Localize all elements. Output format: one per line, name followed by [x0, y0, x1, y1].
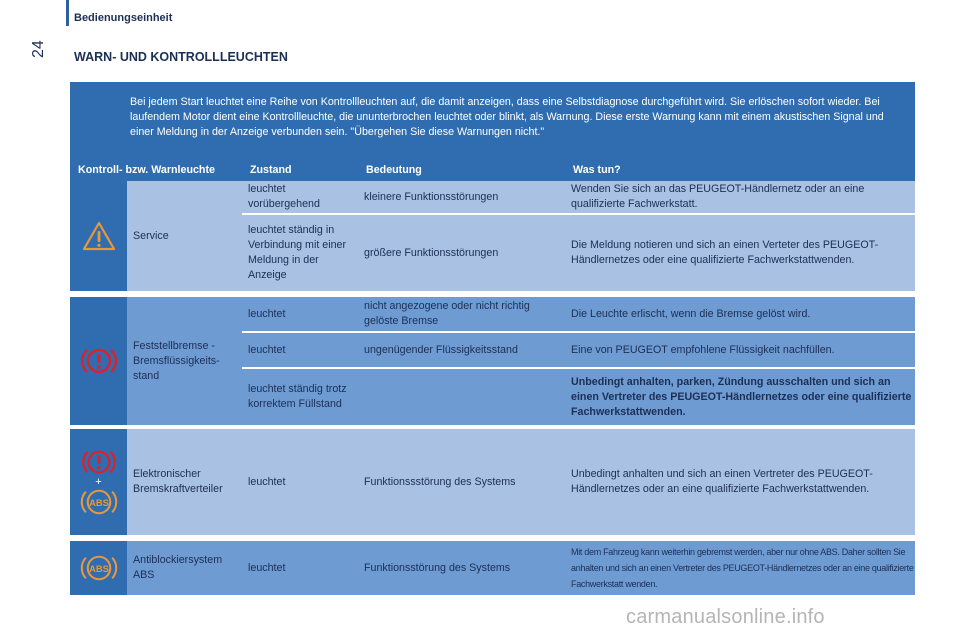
- light-name: Feststellbremse - Bremsflüssigkeits-stand: [127, 297, 242, 425]
- action-cell: Unbedingt anhalten, parken, Zündung ausschalten und sich an einen Vertreter des PEUGEOT-Händlernetzes oder eine qualifizierte Fachwerkstattwenden.: [565, 369, 915, 425]
- state-cell: leuchtet ständig trotz korrektem Füllstand: [242, 369, 358, 425]
- state-cell: leuchtet vorübergehend: [242, 181, 358, 213]
- light-name: Elektronischer Bremskraftverteiler: [127, 429, 242, 535]
- icon-cell: [70, 181, 127, 291]
- action-cell: Wenden Sie sich an das PEUGEOT-Händlernetz oder an eine qualifizierte Fachwerkstatt.: [565, 181, 915, 213]
- section-title: Bedienungseinheit: [74, 12, 173, 24]
- meaning-cell: [358, 369, 565, 425]
- warning-triangle-icon: [82, 221, 116, 251]
- icon-cell: [70, 429, 127, 535]
- state-cell: leuchtet: [242, 333, 358, 367]
- table-row: [242, 181, 915, 213]
- table-group-brake: [70, 297, 915, 425]
- table-row: [242, 369, 915, 425]
- table-row: [242, 297, 915, 331]
- watermark-text: carmanualsonline.info: [626, 606, 825, 628]
- icon-cell: [70, 541, 127, 595]
- meaning-cell: kleinere Funktionsstörungen: [358, 181, 565, 213]
- action-cell: Unbedingt anhalten und sich an einen Vertreter des PEUGEOT-Händlernetzes oder an eine qualifizierte Fachwerkstattwenden.: [565, 429, 915, 535]
- action-cell: Eine von PEUGEOT empfohlene Flüssigkeit nachfüllen.: [565, 333, 915, 367]
- light-name: Antiblockiersystem ABS: [127, 541, 242, 595]
- table-group-abs: [70, 541, 915, 595]
- table-row: [242, 429, 915, 535]
- abs-icon: [79, 553, 119, 583]
- light-name: Service: [127, 181, 242, 291]
- icon-cell: [70, 297, 127, 425]
- svg-text:ABS: ABS: [88, 563, 109, 574]
- warning-lights-table: [70, 159, 915, 595]
- header-action: Was tun?: [573, 164, 621, 176]
- meaning-cell: Funktionsstörung des Systems: [358, 541, 565, 595]
- meaning-cell: nicht angezogene oder nicht richtig gelöste Bremse: [358, 297, 565, 331]
- page-number: 24: [30, 40, 47, 58]
- header-meaning: Bedeutung: [366, 164, 422, 176]
- table-group-service: [70, 181, 915, 291]
- intro-box: Bei jedem Start leuchtet eine Reihe von Kontrollleuchten auf, die damit anzeigen, dass eine Selbstdiagnose durchgeführt wird. Sie erlöschen sofort wieder. Bei laufendem Motor dient eine Kontrollleuchte, die ununterbrochen leuchtet oder blinkt, als Warnung. Diese erste Warnung kann mit einem akustischen Signal und einer Meldung in der Anzeige verbunden sein. "Übergehen Sie diese Warnungen nicht.": [70, 82, 915, 159]
- meaning-cell: Funktionssstörung des Systems: [358, 429, 565, 535]
- svg-text:ABS: ABS: [88, 497, 109, 508]
- header-state: Zustand: [250, 164, 292, 176]
- abs-icon: [79, 487, 119, 517]
- table-row: [242, 215, 915, 291]
- table-row: [242, 333, 915, 367]
- brake-warning-icon: [82, 447, 116, 477]
- page-title: WARN- UND KONTROLLLEUCHTEN: [74, 50, 288, 64]
- brake-warning-icon: [81, 345, 117, 377]
- state-cell: leuchtet ständig in Verbindung mit einer Meldung in der Anzeige: [242, 215, 358, 291]
- state-cell: leuchtet: [242, 297, 358, 331]
- plus-sign: +: [95, 476, 102, 488]
- action-cell: Die Meldung notieren und sich an einen Verteter des PEUGEOT-Händlernetzes oder eine qualifizierte Fachwerkstattwenden.: [565, 215, 915, 291]
- action-cell: Die Leuchte erlischt, wenn die Bremse gelöst wird.: [565, 297, 915, 331]
- state-cell: leuchtet: [242, 541, 358, 595]
- meaning-cell: ungenügender Flüssigkeitsstand: [358, 333, 565, 367]
- table-row: [242, 541, 915, 595]
- header-light: Kontroll- bzw. Warnleuchte: [78, 164, 215, 176]
- meaning-cell: größere Funktionsstörungen: [358, 215, 565, 291]
- table-group-ebd: [70, 429, 915, 535]
- table-header: [70, 159, 915, 181]
- sidebar-accent-bar: [66, 0, 69, 26]
- action-cell: Mit dem Fahrzeug kann weiterhin gebremst werden, aber nur ohne ABS. Daher sollten Sie anhalten und sich an einen Vertreter des PEUGEOT-Händlernetzes oder an eine qualifizierte Fachwerkstatt wenden.: [565, 541, 915, 595]
- state-cell: leuchtet: [242, 429, 358, 535]
